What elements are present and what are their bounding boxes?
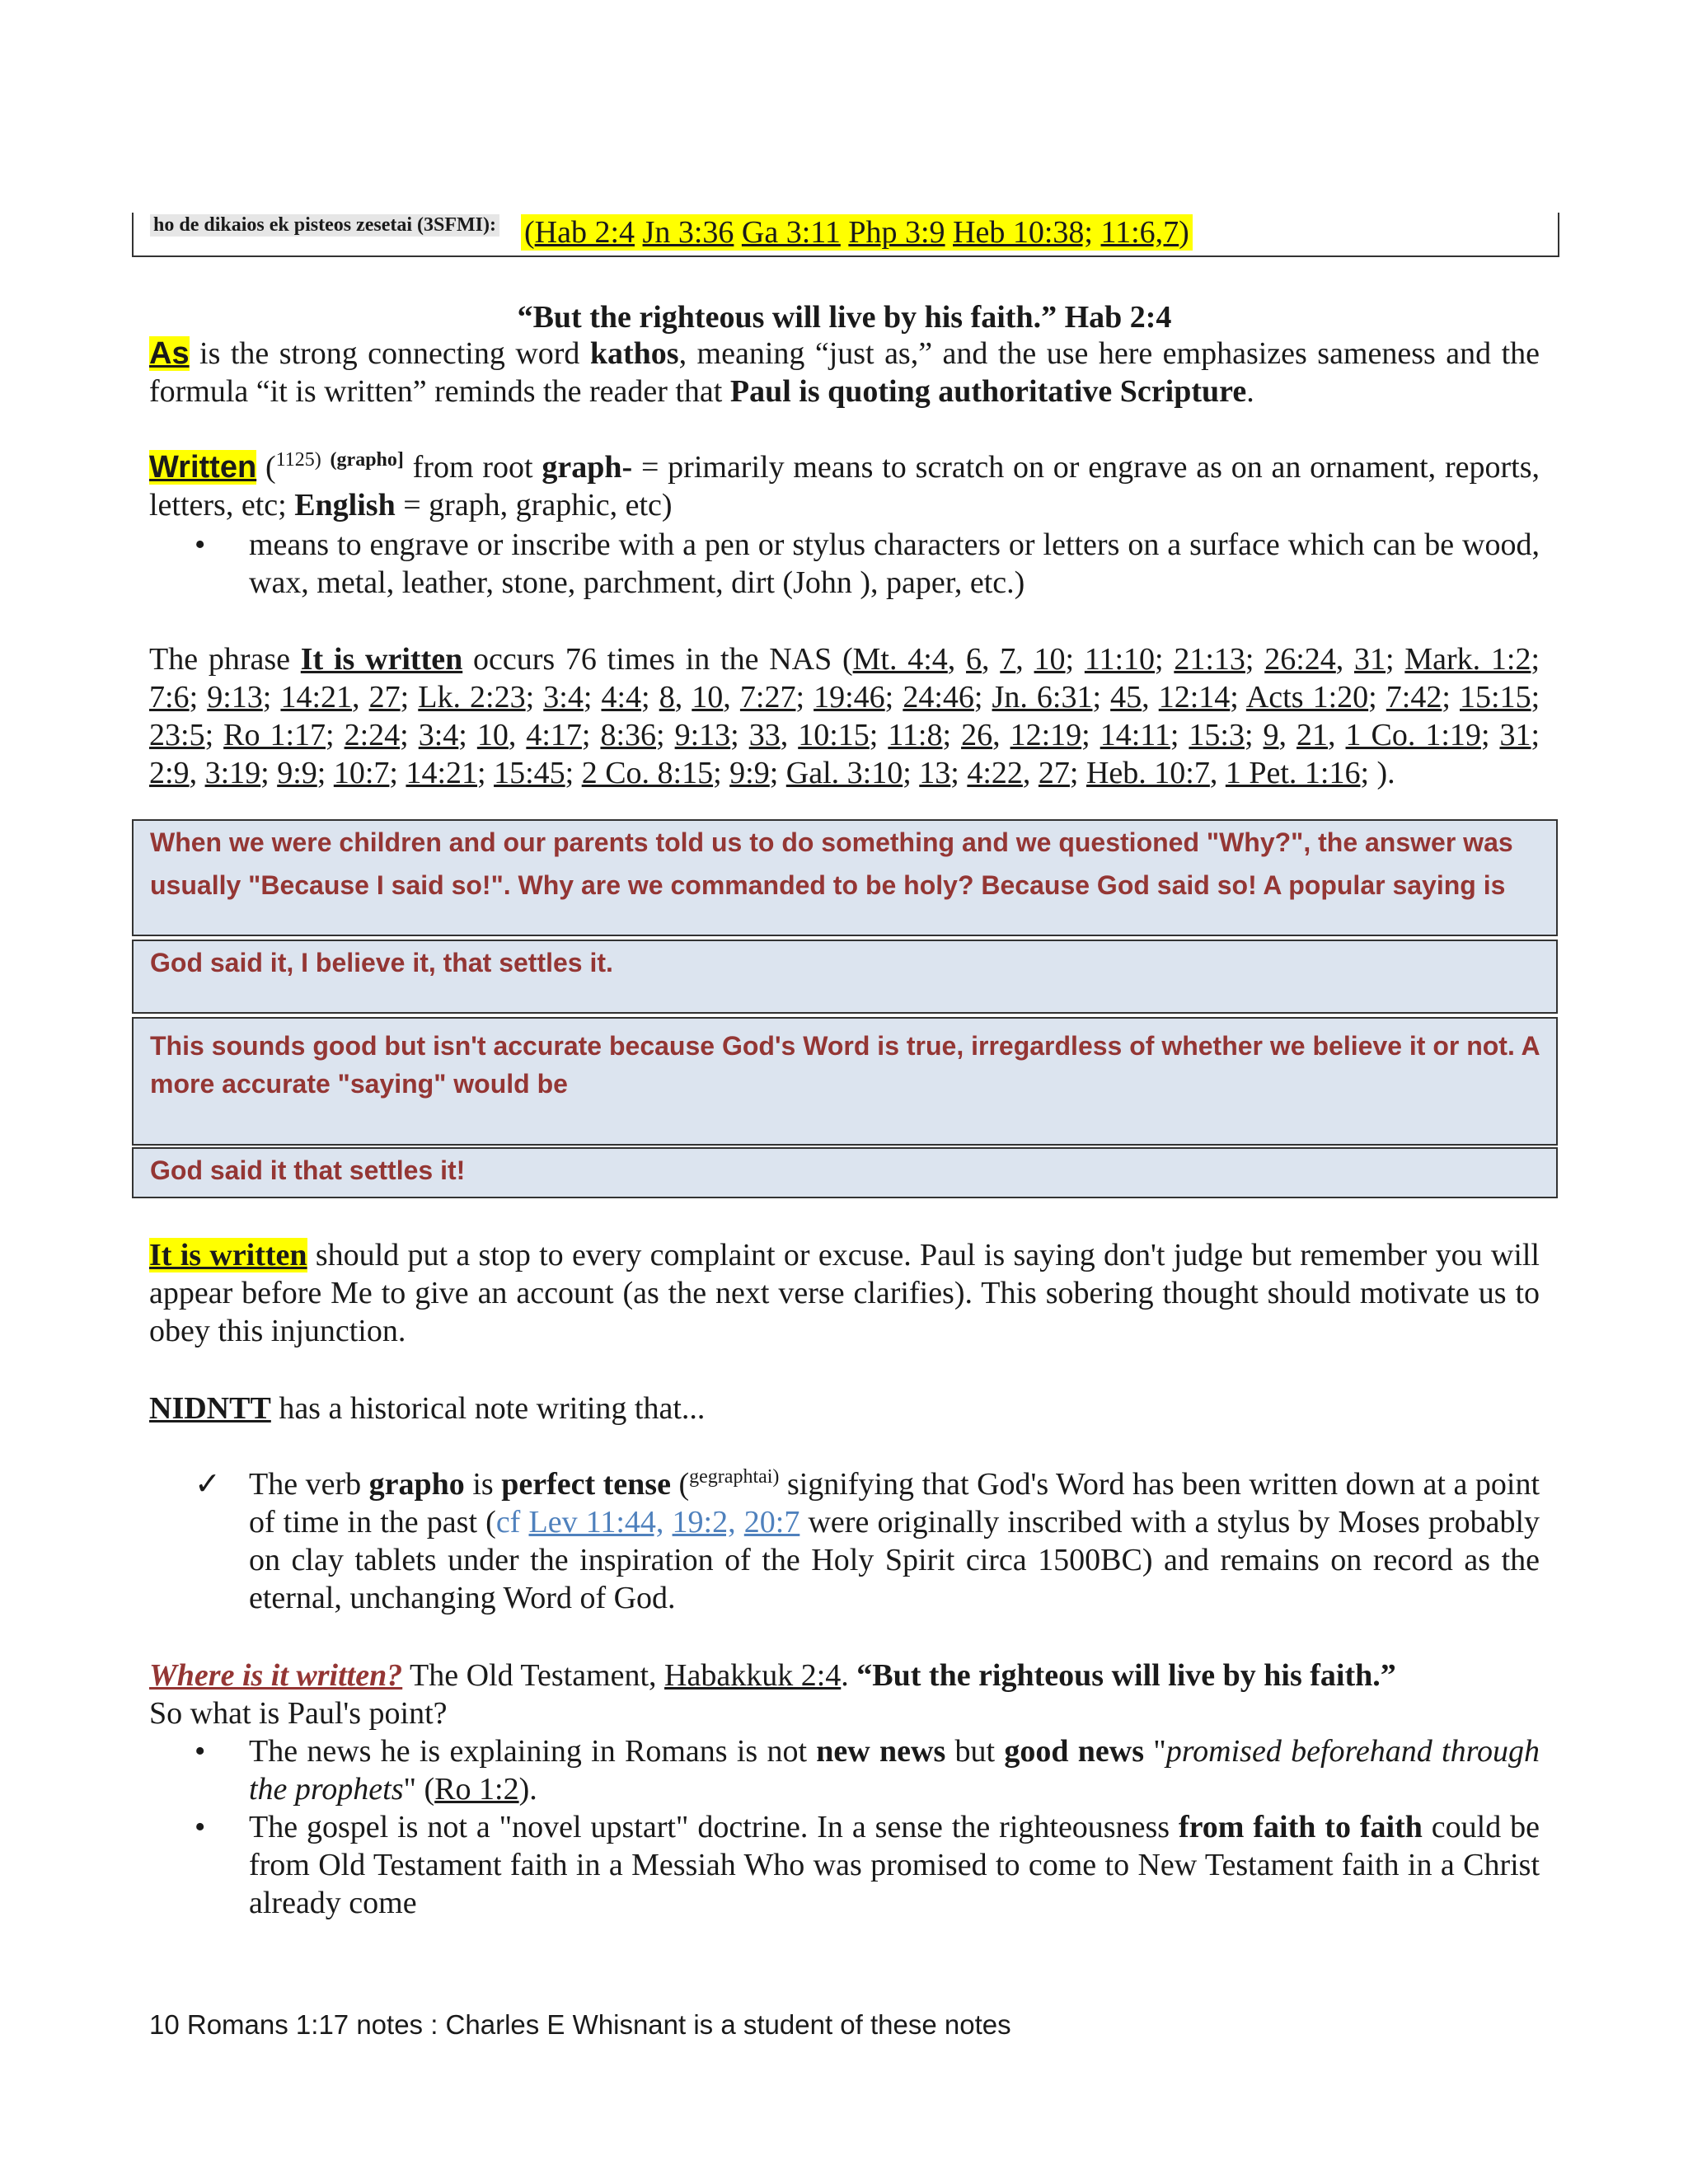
reference-link[interactable]: 14:11 bbox=[1100, 718, 1170, 752]
reference-link[interactable]: 15:3 bbox=[1189, 718, 1245, 752]
reference-link[interactable]: 4:17 bbox=[526, 718, 582, 752]
reference-link[interactable]: 26 bbox=[961, 718, 993, 752]
reference-link[interactable]: 3:4 bbox=[418, 718, 459, 752]
cross-reference-list: (Hab 2:4 Jn 3:36 Ga 3:11 Php 3:9 Heb 10:38; 11:6,7) bbox=[521, 214, 1193, 251]
checkmark-icon: ✓ bbox=[195, 1467, 221, 1502]
reference-link[interactable]: 10:7 bbox=[333, 756, 390, 790]
callout-box-3 bbox=[132, 1017, 1558, 1146]
reference-link[interactable]: 4:22 bbox=[967, 756, 1023, 790]
reference-link[interactable]: 14:21 bbox=[406, 756, 477, 790]
reference-link[interactable]: 4:4 bbox=[601, 680, 642, 715]
reference-link[interactable]: 23:5 bbox=[149, 718, 205, 752]
reference-link[interactable]: 3:19 bbox=[204, 756, 261, 790]
greek-transliteration: ho de dikaios ek pisteos zesetai (3SFMI): bbox=[150, 214, 499, 237]
term-written: Written bbox=[149, 450, 257, 485]
reference-link[interactable]: 10 bbox=[476, 718, 509, 752]
list-item: • The gospel is not a "novel upstart" doctrine. In a sense the righteousness from faith to faith could be from Old Testament faith in a Messiah Who was promised to come to New Testament faith in a Christ already come bbox=[195, 1810, 1540, 1920]
blue-reference-group: cf Lev 11:44, 19:2, 20:7 bbox=[495, 1505, 800, 1540]
reference-link[interactable]: Php 3:9 bbox=[848, 215, 945, 250]
callout-box-1 bbox=[132, 819, 1558, 936]
reference-link[interactable]: 15:15 bbox=[1460, 680, 1531, 715]
reference-link[interactable]: Ro 1:2 bbox=[434, 1772, 519, 1807]
reference-link[interactable]: Ga 3:11 bbox=[741, 215, 841, 250]
reference-link[interactable]: 24:46 bbox=[903, 680, 974, 715]
reference-link[interactable]: Gal. 3:10 bbox=[785, 756, 903, 790]
reference-link[interactable]: 21 bbox=[1296, 718, 1329, 752]
checkmark-list bbox=[149, 1465, 1540, 1617]
reference-link[interactable]: Lev 11:44, bbox=[528, 1505, 664, 1540]
reference-link[interactable]: 1 Pet. 1:16 bbox=[1225, 756, 1361, 790]
reference-list: Mt. 4:4, 6, 7, 10; 11:10; 21:13; 26:24, 31; Mark. 1:2; 7:6; 9:13; 14:21, 27; Lk. 2:23; 3:4; 4:4; 8, 10, 7:27; 19:46; 24:46; Jn. 6:31; 45, 12:14; Acts 1:20; 7:42; 15:15; 23:5; Ro 1:17; 2:24; 3:4; 10, 4:17; 8:36; 9:13; 33, 10:15; 11:8; 26, 12:19; 14:11; 15:3; 9, 21, 1 Co. 1:19; 31; 2:9, 3:19; 9:9; 10:7; 14:21; 15:45; 2 Co. 8:15; 9:9; Gal. 3:10; 13; 4:22, 27; Heb. 10:7, 1 Pet. 1:16; bbox=[149, 642, 1540, 790]
where-question: Where is it written? bbox=[149, 1658, 403, 1693]
reference-link[interactable]: 19:2, bbox=[672, 1505, 736, 1540]
reference-link[interactable]: Hab 2:4 bbox=[534, 215, 635, 250]
callout-box-2 bbox=[132, 940, 1558, 1014]
reference-link[interactable]: 10 bbox=[1034, 642, 1066, 677]
reference-link[interactable]: 26:24 bbox=[1264, 642, 1336, 677]
reference-link[interactable]: 13 bbox=[919, 756, 951, 790]
as-paragraph: As is the strong connecting word kathos, meaning “just as,” and the use here emphasizes sameness and the formula “it is written” reminds the reader that Paul is quoting authoritative Scripture. bbox=[149, 336, 1540, 409]
reference-link[interactable]: Ro 1:17 bbox=[223, 718, 326, 752]
reference-link[interactable]: 45 bbox=[1110, 680, 1142, 715]
written-paragraph: Written ($^{1125)}$ $^{(grapho]}$ from root graph- = primarily means to scratch on or engrave as on an ornament, reports, letters, etc; English = graph, graphic, etc) bbox=[149, 449, 1540, 523]
reference-link[interactable]: 2 Co. 8:15 bbox=[581, 756, 714, 790]
bullet-icon: • bbox=[195, 1810, 206, 1844]
reference-link[interactable]: 8:36 bbox=[600, 718, 657, 752]
reference-link[interactable]: 7:27 bbox=[739, 680, 796, 715]
reference-link[interactable]: 31 bbox=[1499, 718, 1531, 752]
reference-link[interactable]: 31 bbox=[1354, 642, 1386, 677]
phrase-paragraph: The phrase It is written occurs 76 times in the NAS (Mt. 4:4, 6, 7, 10; 11:10; 21:13; 26:24, 31; Mark. 1:2; 7:6; 9:13; 14:21, 27; Lk. 2:23; 3:4; 4:4; 8, 10, 7:27; 19:46; 24:46; Jn. 6:31; 45, 12:14; Acts 1:20; 7:42; 15:15; 23:5; Ro 1:17; 2:24; 3:4; 10, 4:17; 8:36; 9:13; 33, 10:15; 11:8; 26, 12:19; 14:11; 15:3; 9, 21, 1 Co. 1:19; 31; 2:9, 3:19; 9:9; 10:7; 14:21; 15:45; 2 Co. 8:15; 9:9; Gal. 3:10; 13; 4:22, 27; Heb. 10:7, 1 Pet. 1:16; ). bbox=[149, 642, 1540, 790]
heading-quote: “But the righteous will live by his faith.” Hab 2:4 bbox=[517, 300, 1172, 335]
list-item: ✓ The verb grapho is perfect tense ($^{gegraphtai)}$ signifying that God's Word has been written down at a point of time in the past (cf Lev 11:44, 19:2, 20:7 were originally inscribed with a stylus by Moses probably on clay tablets under the inspiration of the Holy Spirit circa 1500BC) and remains on record as the eternal, unchanging Word of God. bbox=[195, 1466, 1540, 1615]
bullet-icon: • bbox=[195, 527, 206, 562]
term-it-is-written: It is written bbox=[149, 1238, 307, 1272]
written-bullet-list bbox=[149, 526, 1540, 602]
list-item: • The news he is explaining in Romans is not new news but good news "promised beforehand through the prophets" (Ro 1:2). bbox=[195, 1734, 1540, 1807]
reference-link[interactable]: 6 bbox=[966, 642, 982, 677]
callout-text: This sounds good but isn't accurate because God's Word is true, irregardless of whether we believe it or not. A more accurate "saying" would be bbox=[150, 1031, 1540, 1099]
reference-link[interactable]: Heb. 10:7 bbox=[1085, 756, 1210, 790]
reference-link[interactable]: 12:19 bbox=[1010, 718, 1082, 752]
reference-link[interactable]: 9:9 bbox=[277, 756, 317, 790]
reference-link[interactable]: 11:8 bbox=[888, 718, 943, 752]
reference-link[interactable]: 2:9 bbox=[149, 756, 190, 790]
reference-link[interactable]: 10:15 bbox=[798, 718, 870, 752]
reference-link[interactable]: 15:45 bbox=[494, 756, 565, 790]
reference-link[interactable]: Mark. 1:2 bbox=[1404, 642, 1531, 677]
reference-link[interactable]: Jn. 6:31 bbox=[992, 680, 1093, 715]
reference-link[interactable]: Jn 3:36 bbox=[642, 215, 734, 250]
list-item: • means to engrave or inscribe with a pen or stylus characters or letters on a surface which can be wood, wax, metal, leather, stone, parchment, dirt (John ), paper, etc.) bbox=[195, 527, 1540, 600]
reference-link[interactable]: 19:46 bbox=[814, 680, 885, 715]
callout-text: God said it that settles it! bbox=[150, 1155, 466, 1185]
callout-box-4 bbox=[132, 1147, 1558, 1198]
reference-link[interactable]: 2:24 bbox=[344, 718, 401, 752]
reference-link[interactable]: 9:13 bbox=[207, 680, 263, 715]
reference-link[interactable]: 20:7 bbox=[743, 1505, 800, 1540]
callout-text: When we were children and our parents told us to do something and we questioned "Why?", the answer was usually "Because I said so!". Why are we commanded to be holy? Because God said so! A popular saying is bbox=[150, 827, 1513, 900]
reference-link[interactable]: 7 bbox=[1000, 642, 1016, 677]
reference-link[interactable]: 1 Co. 1:19 bbox=[1345, 718, 1481, 752]
nidntt-paragraph: NIDNTT has a historical note writing that... bbox=[149, 1391, 706, 1426]
reference-link[interactable]: 9:13 bbox=[674, 718, 731, 752]
bullet-icon: • bbox=[195, 1734, 206, 1769]
where-paragraph: Where is it written? The Old Testament, Habakkuk 2:4. “But the righteous will live by his faith.” So what is Paul's point? bbox=[149, 1658, 1396, 1731]
reference-link[interactable]: Lk. 2:23 bbox=[418, 680, 526, 715]
it-is-written-paragraph: It is written should put a stop to every complaint or excuse. Paul is saying don't judge but remember you will appear before Me to give an account (as the next verse clarifies). This sobering thought should motivate us to obey this injunction. bbox=[149, 1238, 1540, 1348]
reference-link[interactable]: 3:4 bbox=[543, 680, 584, 715]
reference-link[interactable]: 11:6,7 bbox=[1100, 215, 1179, 250]
page-footer: 10 Romans 1:17 notes : Charles E Whisnant is a student of these notes bbox=[149, 2009, 1011, 2040]
reference-link[interactable]: 12:14 bbox=[1158, 680, 1231, 715]
reference-link[interactable]: 27 bbox=[1038, 756, 1070, 790]
reference-link[interactable]: 9:9 bbox=[729, 756, 770, 790]
reference-link[interactable]: 8 bbox=[659, 680, 675, 715]
reference-link[interactable]: 10 bbox=[692, 680, 724, 715]
reference-link[interactable]: 9 bbox=[1263, 718, 1279, 752]
reference-link[interactable]: 7:6 bbox=[149, 680, 190, 715]
reference-link[interactable]: 27 bbox=[368, 680, 401, 715]
reference-link[interactable]: Mt. 4:4 bbox=[852, 642, 948, 677]
reference-link[interactable]: 33 bbox=[748, 718, 781, 752]
callout-text: God said it, I believe it, that settles it. bbox=[150, 948, 613, 977]
reference-link[interactable]: Acts 1:20 bbox=[1245, 680, 1369, 715]
reference-link[interactable]: Habakkuk 2:4 bbox=[664, 1658, 842, 1693]
point-bullet-list bbox=[149, 1732, 1540, 1922]
term-as: As bbox=[149, 336, 190, 371]
greek-reference-box bbox=[132, 213, 1559, 257]
reference-link[interactable]: 7:42 bbox=[1386, 680, 1442, 715]
reference-link[interactable]: 21:13 bbox=[1174, 642, 1245, 677]
reference-link[interactable]: 11:10 bbox=[1084, 642, 1156, 677]
reference-link[interactable]: 14:21 bbox=[280, 680, 352, 715]
reference-link[interactable]: Heb 10:38; bbox=[953, 215, 1093, 250]
